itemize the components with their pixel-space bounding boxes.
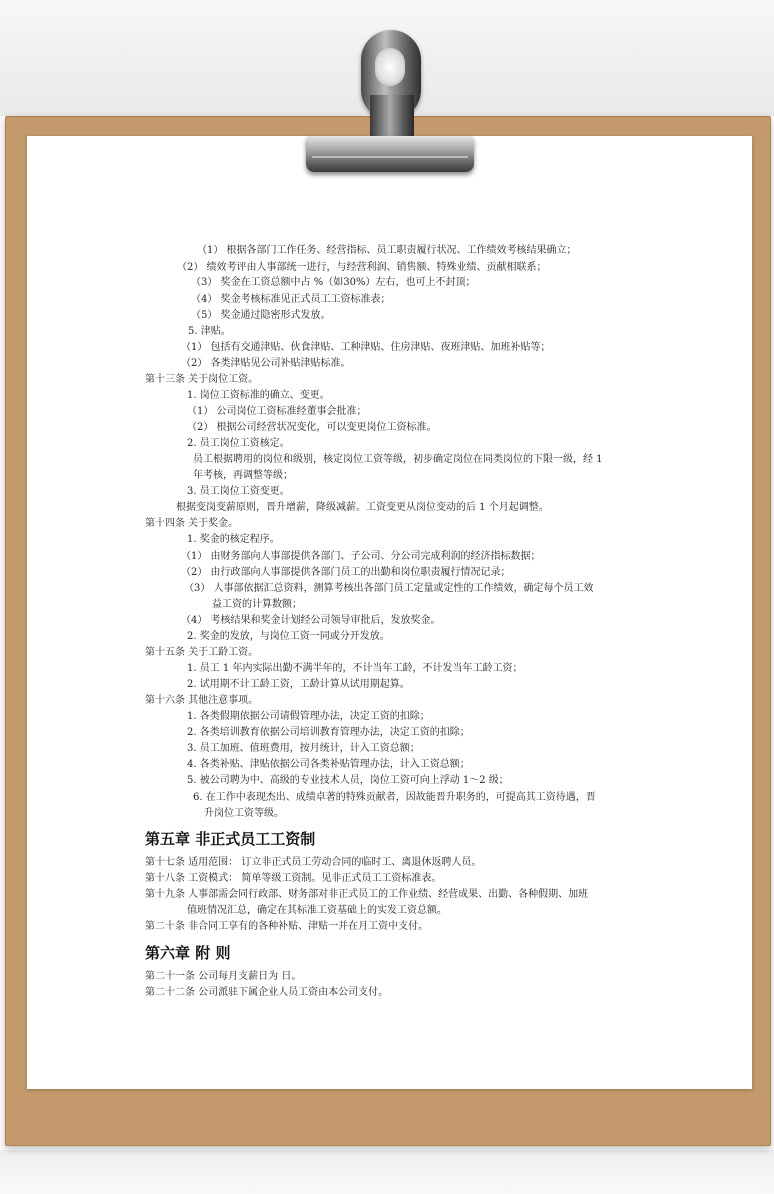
text-line: 6. 在工作中表现杰出、成绩卓著的特殊贡献者，因故能晋升职务的，可提高其工资待遇，晋 [193,792,596,803]
article-line: 值班情况汇总，确定在其标准工资基础上的实发工资总额。 [187,905,447,916]
text-line: 3. 员工岗位工资变更。 [187,486,290,497]
text-line: 1. 员工 1 年内实际出勤不满半年的，不计当年工龄，不计发当年工龄工资； [187,663,523,674]
text-line: 2. 各类培训教育依据公司培训教育管理办法，决定工资的扣除； [187,727,470,738]
text-line: （2） 根据公司经营状况变化，可以变更岗位工资标准。 [187,422,437,433]
text-line: 年考核，再调整等级； [193,470,293,481]
text-line: 升岗位工资等级。 [204,808,284,819]
article-line: 第二十条 非合同工享有的各种补贴、津贴一并在月工资中支付。 [145,921,429,932]
article-heading: 第十四条 关于奖金。 [145,518,239,529]
text-line: 根据变岗变薪原则，晋升增薪，降级减薪。工资变更从岗位变动的后 1 个月起调整。 [176,502,549,513]
article-line: 第二十二条 公司派驻下属企业人员工资由本公司支付。 [145,987,389,998]
text-line: 2. 员工岗位工资核定。 [187,438,290,449]
text-line: （1） 公司岗位工资标准经董事会批准； [187,406,367,417]
text-line: （3） 奖金在工资总额中占 %（如30%）左右，也可上不封顶； [191,277,476,288]
text-line: （4） 考核结果和奖金计划经公司领导审批后，发放奖金。 [181,615,441,626]
text-line: （1） 由财务部向人事部提供各部门、子公司、分公司完成利润的经济指标数据； [181,551,541,562]
article-line: 第十九条 人事部需会同行政部、财务部对非正式员工的工作业绩、经营成果、出勤、各种假期、加班 [145,889,589,900]
text-line: （2） 由行政部向人事部提供各部门员工的出勤和岗位职责履行情况记录； [181,567,511,578]
text-line: 3. 员工加班、值班费用，按月统计，计入工资总额； [187,743,420,754]
text-line: （2） 各类津贴见公司补贴津贴标准。 [181,358,351,369]
text-line: 5. 被公司聘为中、高级的专业技术人员，岗位工资可向上浮动 1～2 级； [187,775,509,786]
text-line: 员工根据聘用的岗位和级别，核定岗位工资等级，初步确定岗位在同类岗位的下限一级，经 1 [193,454,603,465]
text-line: （1） 根据各部门工作任务、经营指标、员工职责履行状况、工作绩效考核结果确立； [197,245,577,256]
text-line: （1） 包括有交通津贴、伙食津贴、工种津贴、住房津贴、夜班津贴、加班补贴等； [181,342,551,353]
article-line: 第十七条 适用范围： 订立非正式员工劳动合同的临时工、离退休返聘人员。 [145,857,482,868]
text-line: 4. 各类补贴、津贴依据公司各类补贴管理办法，计入工资总额； [187,759,470,770]
text-line: 5. 津贴。 [188,326,231,337]
text-line: 2. 试用期不计工龄工资，工龄计算从试用期起算。 [187,679,410,690]
article-line: 第十八条 工资模式： 简单等级工资制。见非正式员工工资标准表。 [145,873,442,884]
article-line: 第二十一条 公司每月支薪日为 日。 [145,971,302,982]
text-line: 2. 奖金的发放，与岗位工资一同或分开发放。 [187,631,390,642]
chapter-5-title: 第五章 非正式员工工资制 [145,830,316,848]
text-line: 1. 奖金的核定程序。 [187,534,280,545]
text-line: （2） 绩效考评由人事部统一进行，与经营利润、销售额、特殊业绩、贡献相联系； [177,262,547,273]
chapter-6-title: 第六章 附 则 [145,944,231,962]
article-heading: 第十六条 其他注意事项。 [145,695,259,706]
text-line: （4） 奖金考核标准见正式员工工资标准表； [191,294,391,305]
article-heading: 第十五条 关于工龄工资。 [145,647,259,658]
text-line: （5） 奖金通过隐密形式发放。 [191,310,331,321]
text-line: 1. 岗位工资标准的确立、变更。 [187,390,330,401]
text-line: 1. 各类假期依据公司请假管理办法，决定工资的扣除； [187,711,430,722]
article-heading: 第十三条 关于岗位工资。 [145,374,259,385]
text-line: （3） 人事部依据汇总资料，测算考核出各部门员工定量或定性的工作绩效，确定每个员工效 [184,583,594,594]
text-line: 益工资的计算数额； [212,599,302,610]
